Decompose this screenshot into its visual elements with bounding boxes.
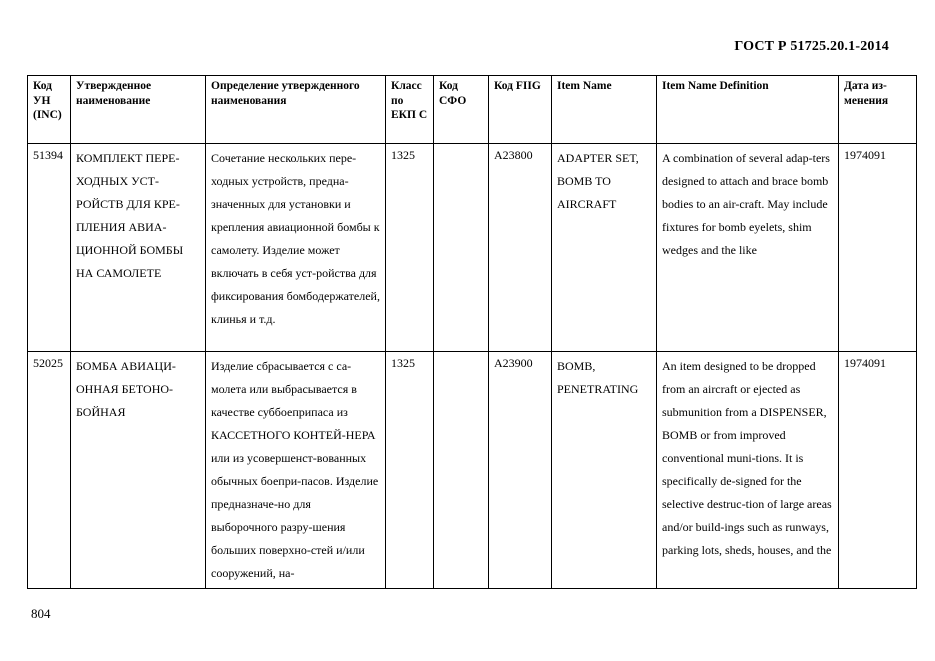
cell-fiig: A23800 — [489, 144, 552, 352]
col-header-item-definition: Item Name Definition — [657, 76, 839, 144]
cell-class: 1325 — [386, 352, 434, 589]
cell-item-name: BOMB, PENETRATING — [552, 352, 657, 589]
table-row — [28, 352, 917, 589]
cell-item-definition: A combination of several adap-ters designed to attach and brace bomb bodies to an air-craft. May include fixtures for bomb eyelets, shim wedges and the like — [657, 144, 839, 352]
cell-class: 1325 — [386, 144, 434, 352]
col-header-approved-name: Утвержденное наименование — [71, 76, 206, 144]
cell-fiig: A23900 — [489, 352, 552, 589]
cell-code: 51394 — [28, 144, 71, 352]
cell-code: 52025 — [28, 352, 71, 589]
col-header-fiig: Код FIIG — [489, 76, 552, 144]
table-row — [28, 144, 917, 352]
cell-name: КОМПЛЕКТ ПЕРЕ-ХОДНЫХ УСТ-РОЙСТВ ДЛЯ КРЕ-ПЛЕНИЯ АВИА-ЦИОННОЙ БОМБЫ НА САМОЛЕТЕ — [71, 144, 206, 352]
cell-sfo — [434, 352, 489, 589]
cell-definition: Сочетание нескольких пере-ходных устройств, предна-значенных для установки и крепления авиационной бомбы к самолету. Изделие может включать в себя уст-ройства для фиксирования бомбодержателей, клинья и т.д. — [206, 144, 386, 352]
col-header-item-name: Item Name — [552, 76, 657, 144]
cell-date: 1974091 — [839, 144, 917, 352]
catalog-table — [27, 75, 917, 589]
col-header-class: Класс по ЕКП С — [386, 76, 434, 144]
cell-item-definition: An item designed to be dropped from an aircraft or ejected as submunition from a DISPENSER, BOMB or from improved conventional muni-tions. It is specifically de-signed for the selective destruc-tion of large areas and/or build-ings such as runways, parking lots, sheds, houses, and the — [657, 352, 839, 589]
standard-header: ГОСТ Р 51725.20.1-2014 — [734, 39, 889, 54]
page-number: 804 — [31, 606, 51, 621]
cell-date: 1974091 — [839, 352, 917, 589]
table-header-row — [28, 76, 917, 144]
col-header-inc: Код УН (INC) — [28, 76, 71, 144]
col-header-sfo: Код СФО — [434, 76, 489, 144]
cell-definition: Изделие сбрасывается с са-молета или выбрасывается в качестве суббоеприпаса из КАССЕТНОГО КОНТЕЙ-НЕРА или из усовершенст-вованных обычных боепри-пасов. Изделие предназначе-но для выборочного разру-шения больших поверхно-стей и/или сооружений, на- — [206, 352, 386, 589]
cell-name: БОМБА АВИАЦИ-ОННАЯ БЕТОНО-БОЙНАЯ — [71, 352, 206, 589]
col-header-definition: Определение утвержденного наименования — [206, 76, 386, 144]
col-header-change-date: Дата из-менения — [839, 76, 917, 144]
cell-sfo — [434, 144, 489, 352]
cell-item-name: ADAPTER SET, BOMB TO AIRCRAFT — [552, 144, 657, 352]
